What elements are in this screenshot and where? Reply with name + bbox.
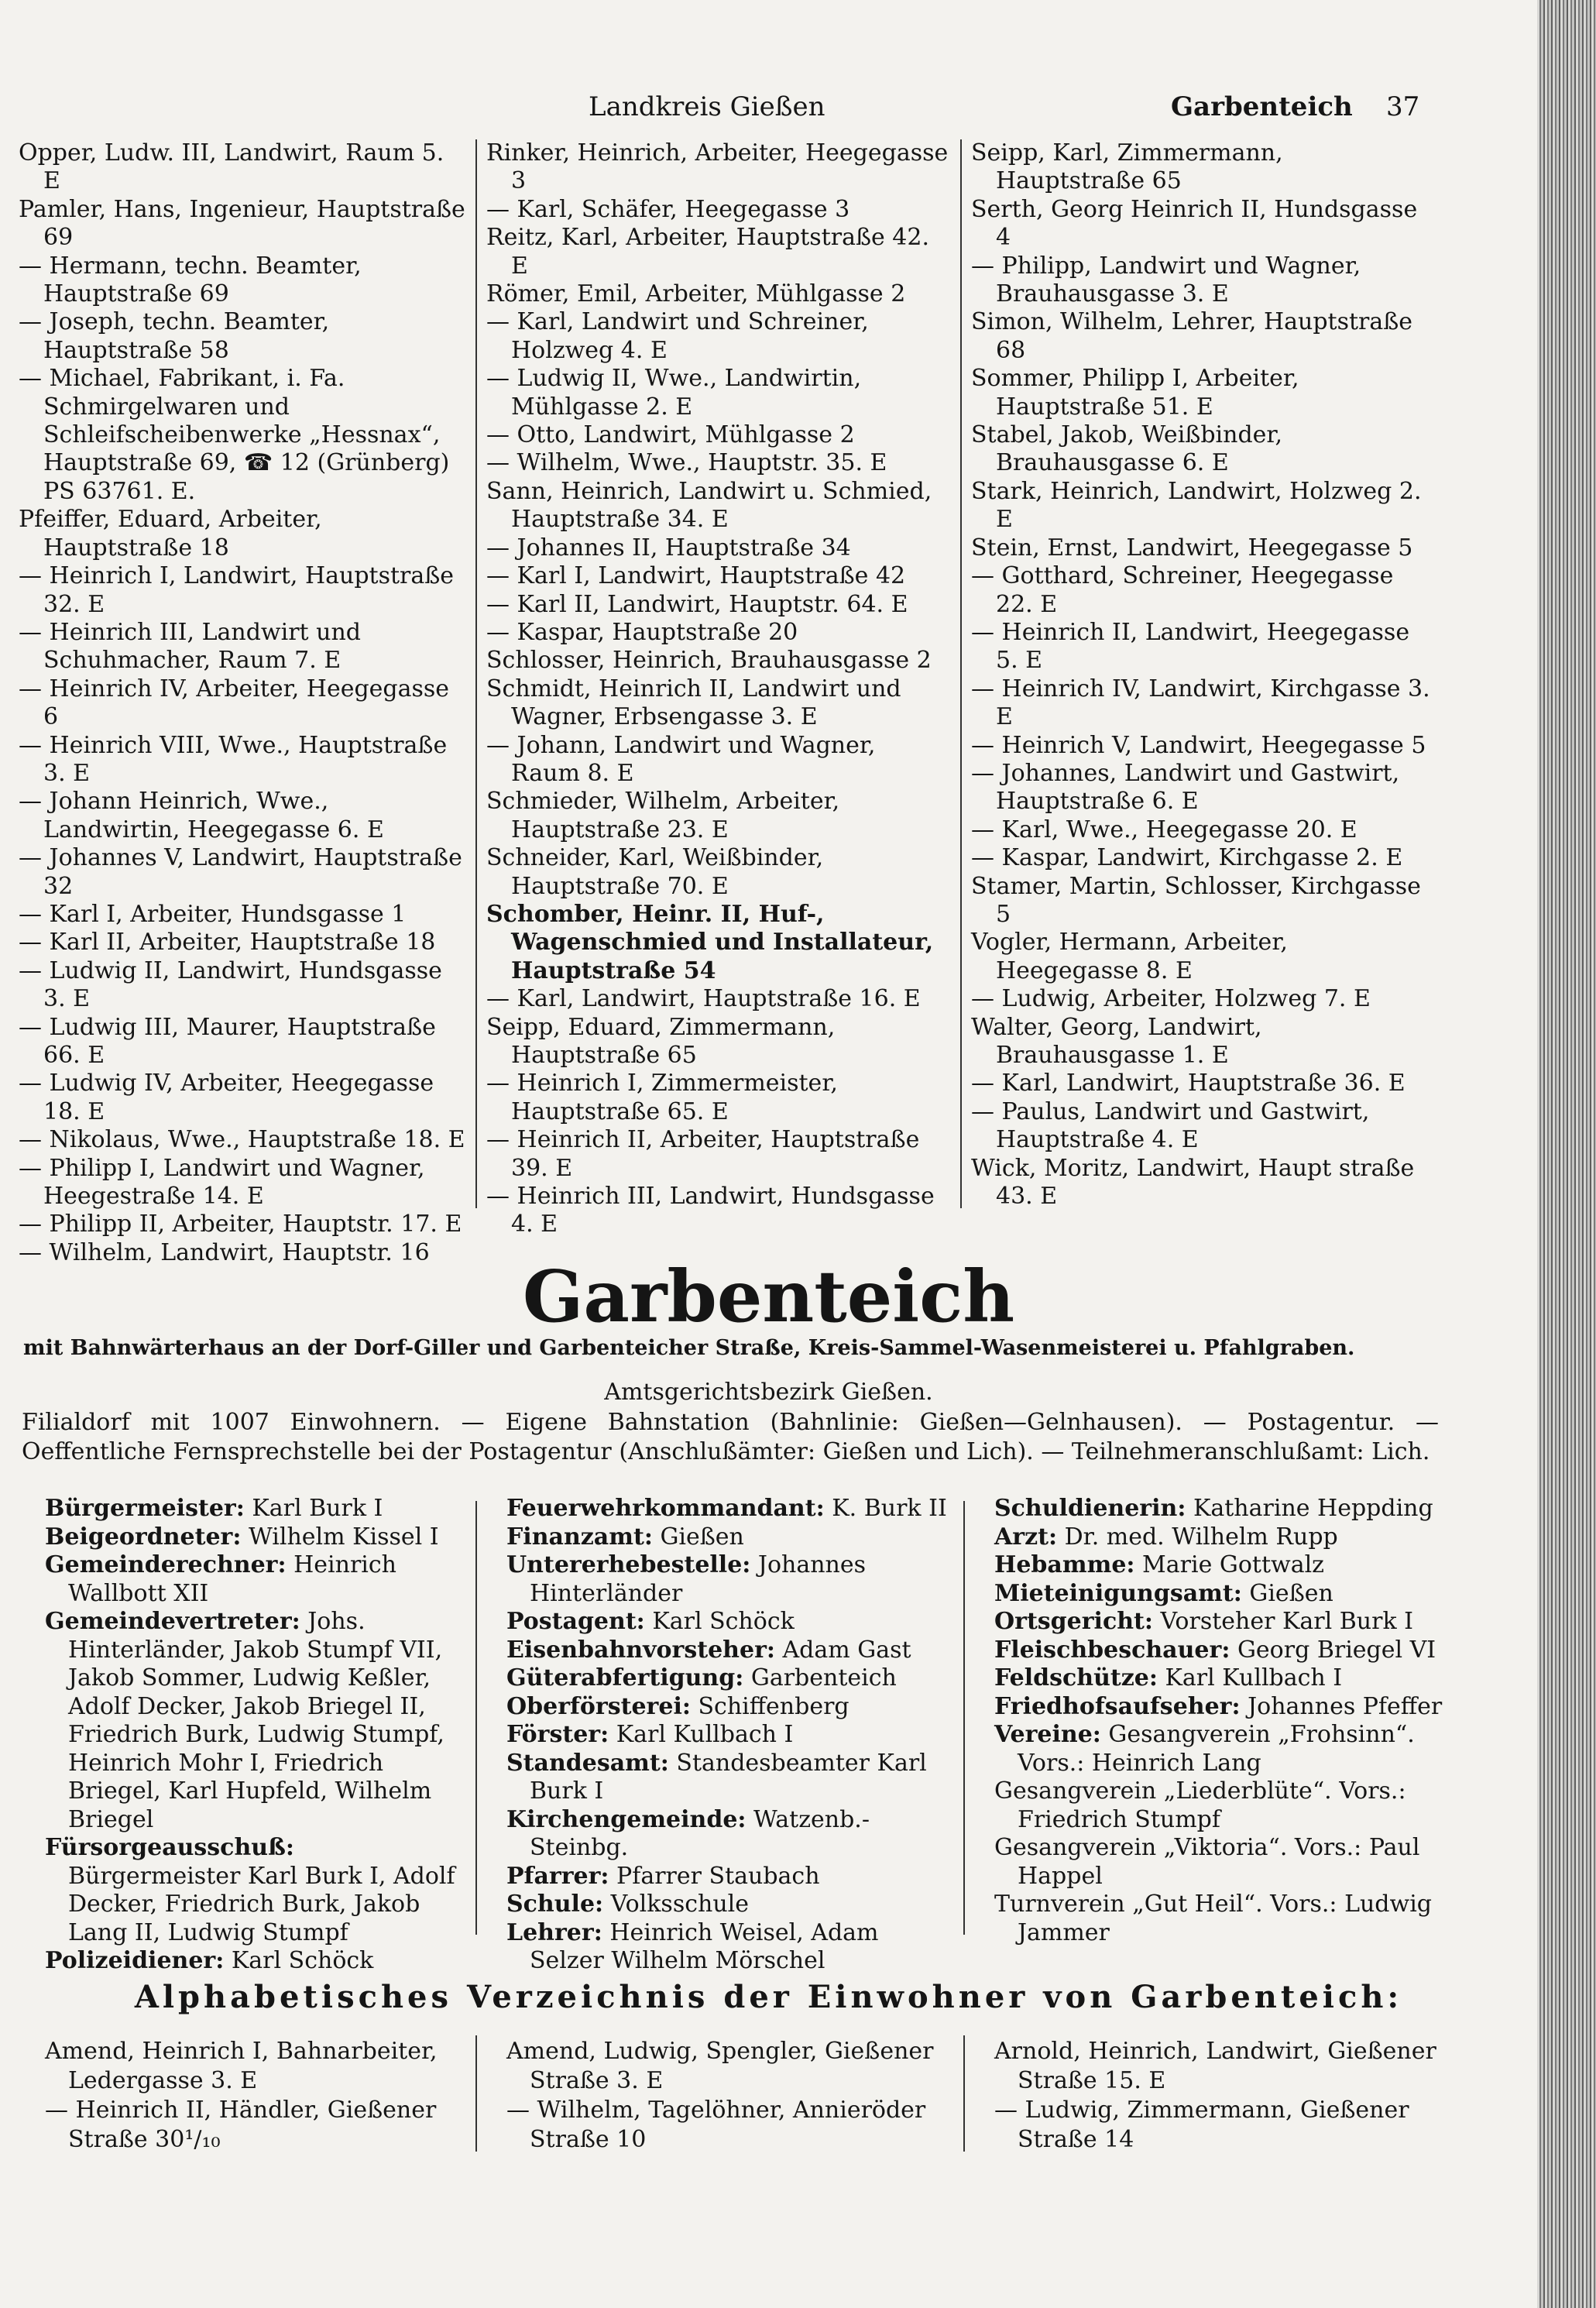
official-label: Vereine: [994,1721,1101,1748]
official-value: Pfarrer Staubach [616,1862,820,1890]
list-item: — Heinrich III, Landwirt, Hundsgasse 4. E [486,1183,935,1238]
list-item: Vogler, Hermann, Arbeiter, Heegegasse 8. E [971,929,1288,984]
list-item: — Wilhelm, Wwe., Hauptstr. 35. E [486,449,887,477]
official-entry [506,1891,959,1919]
residents-column-1 [45,2037,475,2155]
list-item: — Johann, Landwirt und Wagner, Raum 8. E [486,731,876,787]
official-entry [506,1693,959,1722]
town-subtitle: mit Bahnwärterhaus an der Dorf-Giller und Garbenteicher Straße, Kreis-Sammel-Wasenmeisterei u. Pfahlgraben. [23,1336,1355,1360]
official-value: Karl Schöck [652,1608,795,1635]
official-label: Finanzamt: [506,1523,653,1551]
official-value: K. Burk II [832,1495,947,1522]
official-entry [994,1523,1443,1552]
alphabetical-heading: Alphabetisches Verzeichnis der Einwohner von Garbenteich: [134,1979,1403,2015]
list-item: Schmieder, Wilhelm, Arbeiter, Hauptstraße 23. E [486,788,840,843]
list-item: — Johann Heinrich, Wwe., Landwirtin, Heegegasse 6. E [19,788,384,843]
official-value: Katharine Heppding [1193,1495,1433,1522]
list-item: Stein, Ernst, Landwirt, Heegegasse 5 [971,534,1413,562]
list-item: — Paulus, Landwirt und Gastwirt, Hauptstraße 4. E [971,1097,1370,1154]
column-divider [963,2035,965,2152]
list-item: — Michael, Fabrikant, i. Fa. Schmirgelwaren und Schleifscheibenwerke „Hessnax“, Hauptstraße 69, ☎ 12 (Grünberg) PS 63761. E. [19,365,450,505]
list-item: — Ludwig III, Maurer, Hauptstraße 66. E [19,1013,436,1069]
list-item: — Johannes V, Landwirt, Hauptstraße 32 [19,844,462,900]
official-value: Bürgermeister Karl Burk I, Adolf Decker, Friedrich Burk, Jakob Lang II, Ludwig Stumpf [68,1862,455,1946]
official-entry [506,1721,959,1750]
official-value: Gießen [660,1523,744,1551]
column-divider [475,2035,477,2152]
official-value: Gießen [1249,1579,1333,1607]
directory-continued [19,139,1436,1266]
list-item: Amend, Heinrich I, Bahnarbeiter, Ledergasse 3. E [45,2038,438,2094]
official-label: Polizeidiener: [45,1947,225,1974]
official-entry [994,1551,1443,1580]
list-item: Reitz, Karl, Arbeiter, Hauptstraße 42. E [486,224,930,280]
official-value: Watzenb.-Steinbg. [530,1805,870,1861]
list-item: Stabel, Jakob, Weißbinder, Brauhausgasse 6. E [971,421,1282,477]
official-value: Volksschule [610,1891,750,1918]
official-entry [994,1495,1443,1523]
column-divider [963,1501,965,1935]
list-item: — Heinrich III, Landwirt und Schuhmacher, Raum 7. E [19,618,361,675]
list-item: Seipp, Eduard, Zimmermann, Hauptstraße 65 [486,1013,836,1069]
list-item: — Joseph, techn. Beamter, Hauptstraße 58 [19,308,330,364]
list-item: — Ludwig II, Landwirt, Hundsgasse 3. E [19,957,442,1013]
list-item: — Philipp II, Arbeiter, Hauptstr. 17. E [19,1211,462,1238]
official-label: Lehrer: [506,1918,602,1946]
list-item: Sommer, Philipp I, Arbeiter, Hauptstraße 51. E [971,365,1299,421]
official-value: Dr. med. Wilhelm Rupp [1064,1523,1338,1551]
official-entry [506,1664,959,1693]
list-item: — Otto, Landwirt, Mühlgasse 2 [486,421,855,449]
list-item: — Heinrich II, Arbeiter, Hauptstraße 39. E [486,1126,920,1182]
official-entry [506,1551,959,1608]
header-town: Garbenteich [1171,91,1353,122]
official-entry [45,1608,467,1834]
official-label: Förster: [506,1721,609,1748]
official-value: Marie Gottwalz [1142,1551,1324,1578]
official-entry [45,1523,467,1552]
official-value: Johs. Hinterländer, Jakob Stumpf VII, Jakob Sommer, Ludwig Keßler, Adolf Decker, Jakob Briegel II, Friedrich Burk, Ludwig Stumpf, Heinrich Mohr I, Friedrich Briegel, Karl Hupfeld, Wilhelm Briegel [68,1608,444,1833]
list-item: — Heinrich II, Landwirt, Heegegasse 5. E [971,618,1410,675]
official-entry [506,1750,959,1806]
official-entry [994,1777,1443,1834]
official-value: Karl Kullbach I [616,1721,794,1748]
official-value: Vorsteher Karl Burk I [1160,1608,1414,1635]
officials-column-2 [506,1495,959,1976]
official-label: Kirchengemeinde: [506,1805,747,1833]
official-label: Bürgermeister: [45,1495,245,1522]
official-label: Schule: [506,1891,604,1918]
officials-column-1 [45,1495,467,1976]
list-item: — Philipp I, Landwirt und Wagner, Heegestraße 14. E [19,1154,425,1211]
official-value: Heinrich Weisel, Adam Selzer Wilhelm Mörschel [530,1918,879,1974]
official-value: Gesangverein „Liederblüte“. Vors.: Friedrich Stumpf [994,1777,1406,1833]
official-value: Turnverein „Gut Heil“. Vors.: Ludwig Jammer [994,1891,1432,1946]
list-item: — Hermann, techn. Beamter, Hauptstraße 69 [19,252,362,308]
list-item: Amend, Ludwig, Spengler, Gießener Straße 3. E [506,2038,934,2094]
official-entry [994,1637,1443,1665]
official-label: Friedhofsaufseher: [994,1692,1241,1720]
official-label: Gemeindevertreter: [45,1608,300,1635]
official-entry [506,1495,959,1523]
official-label: Beigeordneter: [45,1523,242,1551]
official-value: Gesangverein „Frohsinn“. Vors.: Heinrich Lang [1018,1721,1415,1777]
official-label: Arzt: [994,1523,1058,1551]
official-label: Fleischbeschauer: [994,1636,1230,1664]
official-value: Wilhelm Kissel I [248,1523,439,1551]
official-label: Hebamme: [994,1551,1135,1578]
official-label: Standesamt: [506,1749,669,1777]
town-info: Filialdorf mit 1007 Einwohnern. — Eigene Bahnstation (Bahnlinie: Gießen—Gelnhausen). — Postagentur. — Oeffentliche Fernsprechstelle bei der Postagentur (Anschlußämter: Gießen und Lich). — Teilnehmeranschlußamt: Lich. [22,1409,1439,1465]
list-item: — Heinrich IV, Landwirt, Kirchgasse 3. E [971,675,1430,731]
list-item: — Karl I, Landwirt, Hauptstraße 42 [486,562,906,590]
list-item: — Kaspar, Landwirt, Kirchgasse 2. E [971,844,1403,872]
list-item: — Heinrich VIII, Wwe., Hauptstraße 3. E [19,731,448,787]
list-item: — Wilhelm, Tagelöhner, Annieröder Straße 10 [506,2097,926,2153]
list-item-bold: Schomber, Heinr. II, Huf-, Wagenschmied und Installateur, Hauptstraße 54 [486,900,934,984]
column-divider [475,139,477,1208]
list-item: Walter, Georg, Landwirt, Brauhausgasse 1. E [971,1013,1262,1069]
book-page-edges [1537,0,1596,2308]
list-item: Simon, Wilhelm, Lehrer, Hauptstraße 68 [971,308,1413,364]
official-value: Garbenteich [750,1664,897,1692]
list-item: — Heinrich IV, Arbeiter, Heegegasse 6 [19,675,450,731]
list-item: Stamer, Martin, Schlosser, Kirchgasse 5 [971,872,1421,928]
town-title: Garbenteich [522,1255,1015,1338]
list-item: — Philipp, Landwirt und Wagner, Brauhausgasse 3. E [971,252,1361,308]
list-item: — Karl, Landwirt und Schreiner, Holzweg 4. E [486,308,869,364]
list-item: Sann, Heinrich, Landwirt u. Schmied, Hauptstraße 34. E [486,477,932,534]
list-item: Stark, Heinrich, Landwirt, Holzweg 2. E [971,477,1422,534]
list-item: Schneider, Karl, Weißbinder, Hauptstraße 70. E [486,844,824,900]
list-item: — Karl I, Arbeiter, Hundsgasse 1 [19,900,407,928]
list-item: — Kaspar, Hauptstraße 20 [486,618,798,646]
official-entry [994,1693,1443,1722]
official-entry [994,1891,1443,1947]
list-item: — Karl II, Arbeiter, Hauptstraße 18 [19,929,436,957]
column-divider [960,139,962,1208]
list-item: Wick, Moritz, Landwirt, Haupt straße 43. E [971,1154,1415,1211]
official-label: Schuldienerin: [994,1495,1186,1522]
list-item: Pamler, Hans, Ingenieur, Hauptstraße 69 [19,195,465,252]
official-entry [994,1580,1443,1609]
directory-column-3 [971,139,1436,1211]
column-divider [475,1501,477,1935]
official-value: Karl Kullbach I [1165,1664,1343,1692]
directory-column-2 [486,139,951,1239]
page-number: 37 [1386,91,1420,122]
official-entry [506,1919,959,1976]
official-label: Mieteinigungsamt: [994,1579,1242,1607]
list-item: — Nikolaus, Wwe., Hauptstraße 18. E [19,1126,465,1154]
directory-column-1 [19,139,466,1267]
list-item: — Wilhelm, Landwirt, Hauptstr. 16 [19,1238,430,1266]
officials-column-3 [994,1495,1443,1947]
official-label: Güterabfertigung: [506,1664,744,1692]
running-header [0,91,1537,130]
list-item: — Ludwig IV, Arbeiter, Heegegasse 18. E [19,1070,434,1125]
list-item: — Ludwig II, Wwe., Landwirtin, Mühlgasse 2. E [486,365,862,421]
official-entry [994,1608,1443,1637]
list-item: — Karl, Landwirt, Hauptstraße 36. E [971,1070,1406,1097]
list-item: — Karl, Wwe., Heegegasse 20. E [971,816,1357,843]
official-label: Pfarrer: [506,1862,609,1890]
official-value: Georg Briegel VI [1237,1636,1436,1664]
official-entry [45,1551,467,1608]
official-value: Heinrich Wallbott XII [68,1551,396,1607]
list-item: Seipp, Karl, Zimmermann, Hauptstraße 65 [971,139,1283,195]
list-item: — Heinrich I, Landwirt, Hauptstraße 32. E [19,562,455,618]
list-item: — Ludwig, Arbeiter, Holzweg 7. E [971,985,1371,1013]
official-entry [506,1806,959,1863]
official-entry [45,1495,467,1523]
list-item: — Heinrich I, Zimmermeister, Hauptstraße 65. E [486,1070,838,1125]
list-item: Opper, Ludw. III, Landwirt, Raum 5. E [19,139,444,195]
list-item: — Karl II, Landwirt, Hauptstr. 64. E [486,590,908,618]
official-entry [45,1834,467,1947]
official-label: Feldschütze: [994,1664,1158,1692]
official-label: Eisenbahnvorsteher: [506,1636,775,1664]
list-item: Schmidt, Heinrich II, Landwirt und Wagner, Erbsengasse 3. E [486,675,901,731]
official-label: Fürsorgeausschuß: [45,1834,294,1861]
residents-column-2 [506,2037,956,2155]
residents-column-3 [994,2037,1443,2155]
list-item: — Johannes II, Hauptstraße 34 [486,534,851,562]
official-value: Schiffenberg [698,1692,849,1720]
official-entry [994,1664,1443,1693]
list-item: — Karl, Schäfer, Heegegasse 3 [486,195,850,223]
list-item: Rinker, Heinrich, Arbeiter, Heegegasse 3 [486,139,949,195]
official-label: Postagent: [506,1608,645,1635]
list-item: — Johannes, Landwirt und Gastwirt, Hauptstraße 6. E [971,759,1400,816]
list-item: — Gotthard, Schreiner, Heegegasse 22. E [971,562,1394,618]
list-item: — Karl, Landwirt, Hauptstraße 16. E [486,985,921,1013]
list-item: Römer, Emil, Arbeiter, Mühlgasse 2 [486,280,906,308]
header-district: Landkreis Gießen [589,91,825,122]
official-value: Gesangverein „Viktoria“. Vors.: Paul Happel [994,1834,1420,1890]
official-value: Karl Schöck [231,1947,374,1974]
official-value: Karl Burk I [252,1495,383,1522]
list-item: Pfeiffer, Eduard, Arbeiter, Hauptstraße 18 [19,506,322,562]
official-value: Johannes Pfeffer [1248,1692,1443,1720]
list-item: — Ludwig, Zimmermann, Gießener Straße 14 [994,2097,1409,2153]
list-item: Arnold, Heinrich, Landwirt, Gießener Straße 15. E [994,2038,1436,2094]
official-value: Johannes Hinterländer [530,1551,867,1607]
official-entry [45,1947,467,1976]
official-entry [994,1721,1443,1777]
official-entry [994,1834,1443,1891]
official-label: Gemeinderechner: [45,1551,287,1578]
official-label: Feuerwehrkommandant: [506,1495,825,1522]
official-entry [506,1523,959,1552]
official-entry [506,1863,959,1891]
official-entry [506,1637,959,1665]
official-value: Standesbeamter Karl Burk I [530,1749,927,1805]
official-entry [506,1608,959,1637]
official-label: Ortsgericht: [994,1608,1153,1635]
court-district: Amtsgerichtsbezirk Gießen. [604,1379,933,1406]
official-label: Oberförsterei: [506,1692,691,1720]
official-value: Adam Gast [782,1636,911,1664]
list-item: — Heinrich II, Händler, Gießener Straße 30¹/₁₀ [45,2097,437,2153]
list-item: Schlosser, Heinrich, Brauhausgasse 2 [486,647,932,675]
list-item: — Heinrich V, Landwirt, Heegegasse 5 [971,731,1426,759]
official-label: Untererhebestelle: [506,1551,751,1578]
list-item: Serth, Georg Heinrich II, Hundsgasse 4 [971,195,1418,252]
